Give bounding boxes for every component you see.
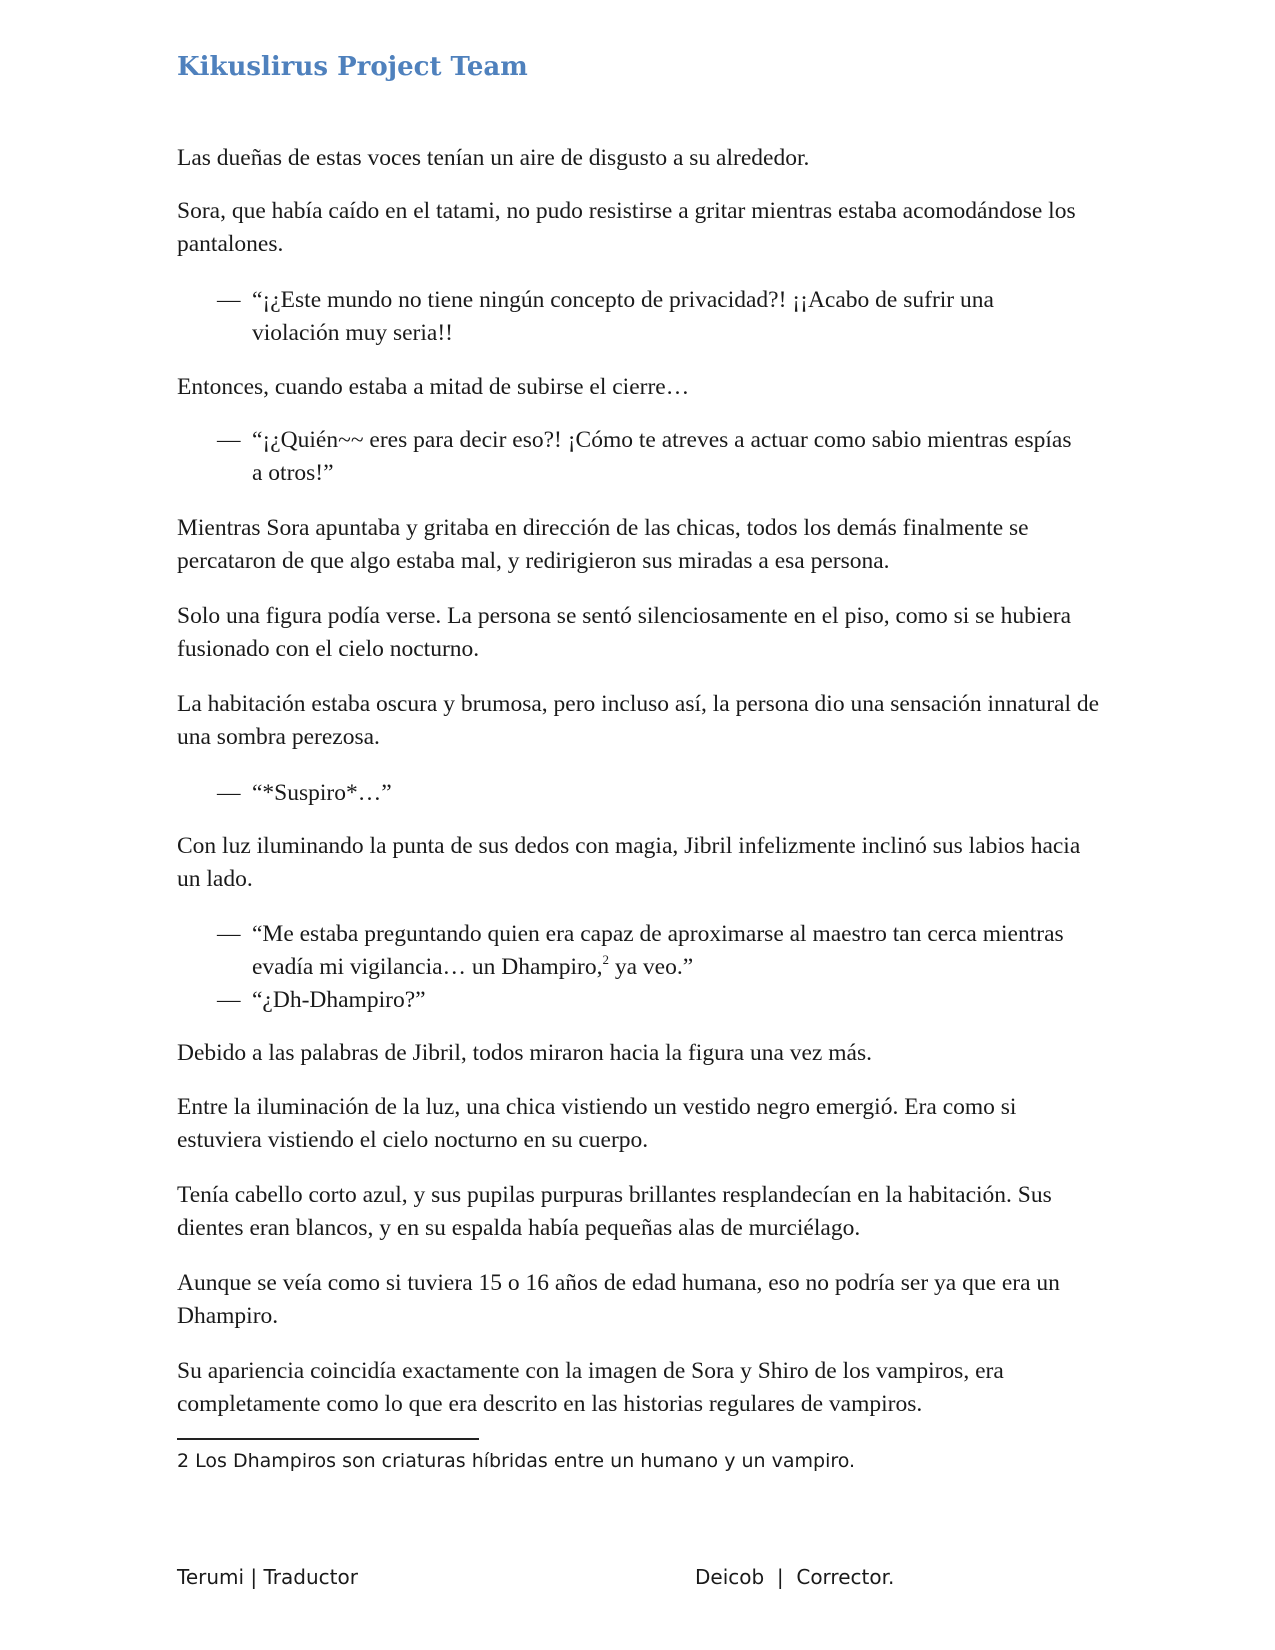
dialogue-line-2: [177, 424, 1107, 490]
footer-translator: Terumi | Traductor: [177, 1565, 358, 1589]
paragraph-12: Su apariencia coincidía exactamente con la imagen de Sora y Shiro de los vampiros, era completamente como lo que era descrito en las historias regulares de vampiros.: [177, 1358, 1004, 1417]
paragraph-6: La habitación estaba oscura y brumosa, pero incluso así, la persona dio una sensación innatural de una sombra perezosa.: [177, 691, 1100, 750]
footnote-reference[interactable]: 2: [602, 952, 609, 967]
dialogue-dash: —: [217, 427, 241, 453]
paragraph-2: Sora, que había caído en el tatami, no pudo resistirse a gritar mientras estaba acomodándose los pantalones.: [177, 198, 1076, 257]
footer-corrector: Deicob | Corrector.: [695, 1565, 895, 1589]
dialogue-line-1: [177, 284, 1107, 350]
paragraph-7: Con luz iluminando la punta de sus dedos con magia, Jibril infelizmente inclinó sus labios hacia un lado.: [177, 833, 1081, 892]
paragraph-5: Solo una figura podía verse. La persona se sentó silenciosamente en el piso, como si se hubiera fusionado con el cielo nocturno.: [177, 603, 1072, 662]
dialogue-dash: —: [217, 921, 241, 947]
paragraph-8: Debido a las palabras de Jibril, todos miraron hacia la figura una vez más.: [177, 1040, 872, 1066]
paragraph-1: Las dueñas de estas voces tenían un aire de disgusto a su alrededor.: [177, 145, 810, 171]
dialogue-dash: —: [217, 780, 241, 806]
dialogue-text: “¡¿Este mundo no tiene ningún concepto de privacidad?! ¡¡Acabo de sufrir una violación muy seria!!: [252, 287, 994, 346]
dialogue-line-5: [177, 984, 1107, 1017]
page-header-title: Kikuslirus Project Team: [177, 52, 528, 82]
dialogue-line-4: [177, 918, 1107, 984]
footnote-text: 2 Los Dhampiros son criaturas híbridas entre un humano y un vampiro.: [177, 1450, 856, 1472]
paragraph-4: Mientras Sora apuntaba y gritaba en dirección de las chicas, todos los demás finalmente se percataron de que algo estaba mal, y redirigieron sus miradas a esa persona.: [177, 515, 1029, 574]
dialogue-text: [252, 918, 1082, 984]
dialogue-text: “*Suspiro*…”: [252, 780, 392, 806]
dialogue-text-part: ya veo.”: [608, 954, 694, 980]
dialogue-text-part: “Me estaba preguntando quien era capaz de aproximarse al maestro tan cerca mientras evadía mi vigilancia… un Dhampiro,: [252, 921, 1064, 980]
paragraph-11: Aunque se veía como si tuviera 15 o 16 años de edad humana, eso no podría ser ya que era un Dhampiro.: [177, 1270, 1060, 1329]
dialogue-dash: —: [217, 987, 241, 1013]
dialogue-text: “¡¿Quién~~ eres para decir eso?! ¡Cómo te atreves a actuar como sabio mientras espías a otros!”: [252, 427, 1072, 486]
dialogue-line-3: [177, 777, 1107, 810]
dialogue-text: “¿Dh-Dhampiro?”: [252, 987, 426, 1013]
paragraph-9: Entre la iluminación de la luz, una chica vistiendo un vestido negro emergió. Era como si estuviera vistiendo el cielo nocturno en su cuerpo.: [177, 1094, 1017, 1153]
footnote-separator: [177, 1438, 479, 1440]
paragraph-3: Entonces, cuando estaba a mitad de subirse el cierre…: [177, 374, 690, 400]
dialogue-dash: —: [217, 287, 241, 313]
paragraph-10: Tenía cabello corto azul, y sus pupilas purpuras brillantes resplandecían en la habitación. Sus dientes eran blancos, y en su espalda había pequeñas alas de murciélago.: [177, 1182, 1052, 1241]
